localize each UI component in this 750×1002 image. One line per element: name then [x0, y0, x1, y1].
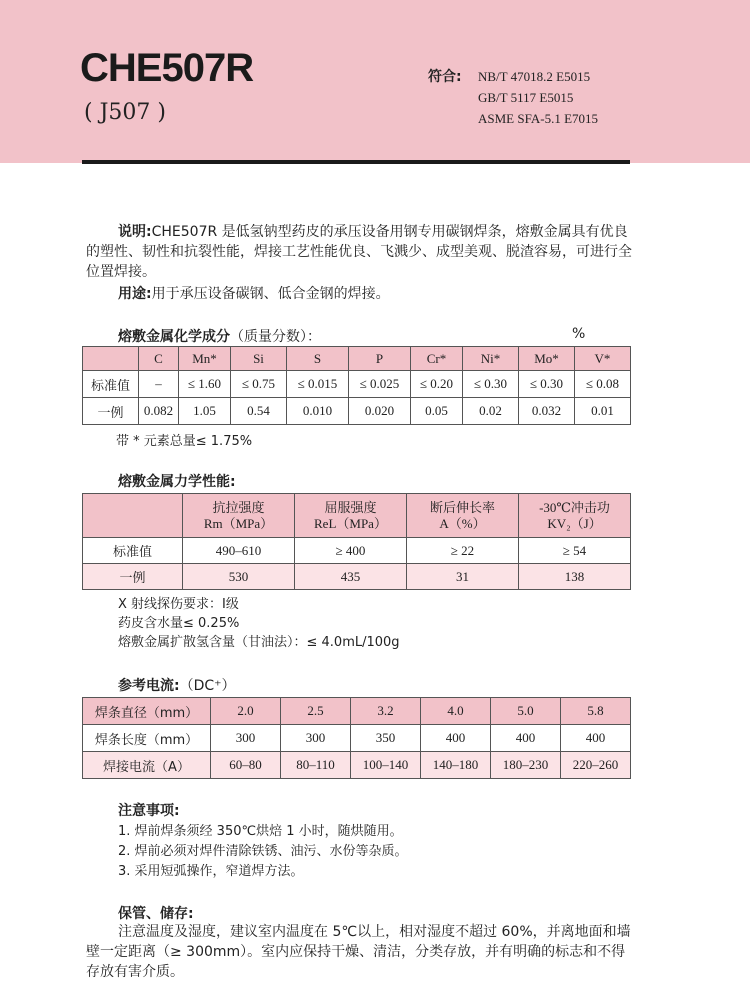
- chemistry-footnote: 带 * 元素总量≤ 1.75%: [116, 434, 253, 449]
- description-paragraph: [86, 222, 634, 282]
- precaution-item: 1. 焊前焊条须经 350℃烘焙 1 小时，随烘随用。: [118, 824, 403, 839]
- product-model: CHE507R: [80, 46, 254, 90]
- note-xray: X 射线探伤要求：Ⅰ级: [118, 597, 239, 612]
- description-text: CHE507R 是低氢钠型药皮的承压设备用钢专用碳钢焊条，熔敷金属具有优良的塑性、韧性和抗裂性能，焊接工艺性能优良、飞溅少、成型美观、脱渣容易，可进行全位置焊接。: [86, 224, 632, 280]
- current-amperage-row: 焊接电流（A） 60–80 80–110 100–140 140–180 180–230 220–260: [83, 752, 631, 779]
- precaution-item: 2. 焊前必须对焊件清除铁锈、油污、水份等杂质。: [118, 844, 408, 859]
- mechanical-notes: [118, 595, 400, 652]
- mechanical-header-row: 抗拉强度 Rm（MPa） 屈服强度 ReL（MPa） 断后伸长率 A（%） -30℃冲击功 KV₂（J）: [83, 494, 631, 538]
- chemistry-header-row: C Mn* Si S P Cr* Ni* Mo* V*: [83, 347, 631, 371]
- mechanical-example-row: 一例 530 435 31 138: [83, 564, 631, 590]
- standard-item: ASME SFA-5.1 E7015: [478, 111, 599, 126]
- storage-title: 保管、储存:: [118, 906, 194, 922]
- description-label: 说明:: [118, 224, 152, 240]
- mechanical-standard-row: 标准值 490–610 ≥ 400 ≥ 22 ≥ 54: [83, 538, 631, 564]
- header-rule: [82, 160, 630, 164]
- current-title: 参考电流:（DC⁺）: [118, 678, 236, 694]
- note-moisture: 药皮含水量≤ 0.25%: [118, 616, 240, 631]
- standard-item: NB/T 47018.2 E5015: [478, 69, 591, 84]
- chemistry-unit: %: [572, 326, 586, 342]
- chemistry-standard-row: 标准值 – ≤ 1.60 ≤ 0.75 ≤ 0.015 ≤ 0.025 ≤ 0.20 ≤ 0.30 ≤ 0.30 ≤ 0.08: [83, 371, 631, 398]
- precautions-list: [118, 822, 408, 882]
- current-diameter-row: 焊条直径（mm） 2.0 2.5 3.2 4.0 5.0 5.8: [83, 698, 631, 725]
- chemistry-title: 熔敷金属化学成分（质量分数）：: [118, 329, 321, 345]
- current-table: [82, 697, 631, 779]
- usage-paragraph: [86, 284, 634, 304]
- current-length-row: 焊条长度（mm） 300 300 350 400 400 400: [83, 725, 631, 752]
- usage-label: 用途:: [118, 286, 152, 302]
- chemistry-table: [82, 346, 631, 425]
- product-alias: ( J507 ): [84, 100, 166, 125]
- usage-text: 用于承压设备碳钢、低合金钢的焊接。: [151, 286, 390, 302]
- mechanical-title: 熔敷金属力学性能:: [118, 474, 236, 490]
- standards-label: 符合:: [428, 69, 462, 85]
- standard-item: GB/T 5117 E5015: [478, 90, 574, 105]
- note-hydrogen: 熔敷金属扩散氢含量（甘油法）：≤ 4.0mL/100g: [118, 635, 400, 650]
- precaution-item: 3. 采用短弧操作，窄道焊方法。: [118, 864, 304, 879]
- precautions-title: 注意事项:: [118, 803, 180, 819]
- storage-text: 注意温度及湿度，建议室内温度在 5℃以上，相对湿度不超过 60%，并离地面和墙壁一定距离（≥ 300mm）。室内应保持干燥、清洁，分类存放，并有明确的标志和不得存放有害介质。: [86, 924, 631, 980]
- chemistry-example-row: 一例 0.082 1.05 0.54 0.010 0.020 0.05 0.02 0.032 0.01: [83, 398, 631, 425]
- mechanical-table: [82, 493, 631, 590]
- standards-list: [478, 66, 598, 129]
